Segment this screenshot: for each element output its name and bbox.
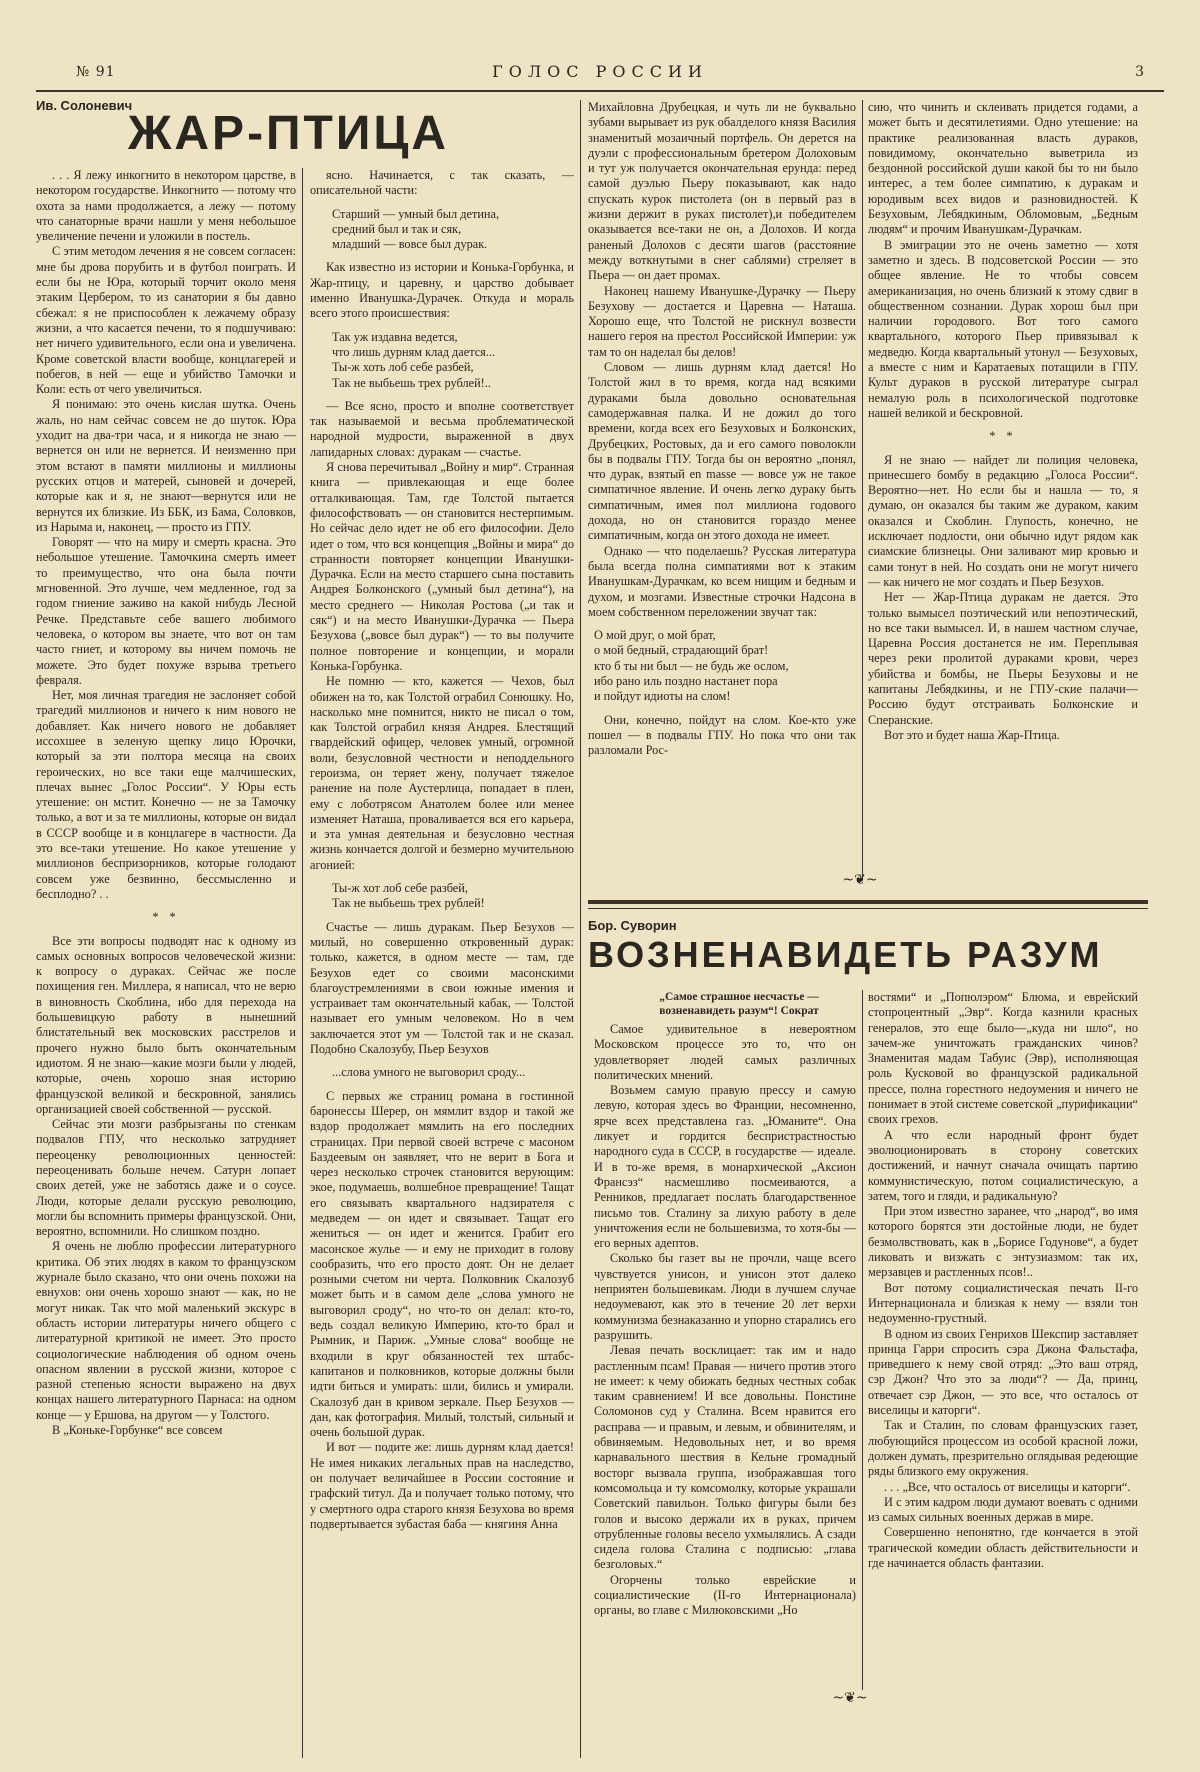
paragraph: Не помню — кто, кажется — Чехов, был обижен на то, как Толстой ограбил Сонюшку. Но, насколько мне помнится, никто не писал о том, как Толстой ограбил князя Андрея. Блестящий гвардейский офицер, человек умный, огромной воли, безусловной честности и неподдельного героизма, он теряет жену, получает тяжелое ранение на поле Аустерлица, попадает в плен, ему с лоботрясом Анатолем более или менее изменяет Наташа, проваливается вся его карьера, и эта умная деятельная и безусловно честная жизнь кончается долгой и безмерно мучительною агонией: <box>310 674 574 872</box>
page-number: 3 <box>1135 64 1144 80</box>
paragraph: . . . „Все, что осталось от виселицы и каторги“. <box>884 1479 1131 1494</box>
paragraph: Нет — Жар-Птица дуракам не дается. Это только вымысел поэтический или непоэтический, но все таки вымысел. И, в нашем частном случае, Царевна Россия достанется не им. Переплывая через реки пролитой дураками крови, через убийства и бомбы, не Пьеры Безуховы и не капитаны Лебядкины, и не ГПУ-ские палачи— Россию будут отстраивать Болконские и Сперанские. <box>868 590 1138 727</box>
paragraph: Говорят — что на миру и смерть красна. Это небольшое утешение. Тамочкина смерть имеет то преимущество, что она была почти мгновенной. Это лучше, чем медленное, год за годом гниение заживо на какой нибудь Лесной Речке. Представьте себе вашего любимого человека, о котором вы знаете, что вот он там часто гниет, и которому вы ничем помочь не можете. Это будет похуже взрыва третьего февраля. <box>36 535 296 687</box>
quote: ...слова умного не выговорил сроду... <box>332 1065 526 1080</box>
paragraph: Наконец нашему Иванушке-Дурачку — Пьеру Безухову — достается и Царевна — Наташа. Хорошо еще, что Толстой не рискнул возвести нашего героя на престол Российской Империи: уж там то он наделал бы делов! <box>588 283 856 359</box>
article2-author: Бор. Суворин <box>588 918 677 933</box>
article-separator <box>588 908 1148 909</box>
paragraph: В эмиграции это не очень заметно — хотя заметно и здесь. В подсоветской России — это общее явление. Не то чтобы совсем американизация, но очень близкий к этому сдвиг в общественном сознании. Дурак хорош был при наличии городового. Вот того самого квартального, которого Пьер привязывал к медведю. Когда квартальный утонул — Безуховых, а вместе с ним и Каратаевых потащили в ГПУ. Культ дураков в русской литературе сыграл немалую роль в психологической подготовке нашей великой и бескровной. <box>868 237 1138 420</box>
paragraph: Словом — лишь дурням клад дается! Но Толстой жил в то время, когда над всякими дураками была довольно основательная самодержавная палка. И не дожил до того времени, когда всех его Безуховых и Болконских, Друбецких, Ростовых, да и его самого поволокли бы в подвалы ГПУ. Тогда бы он вероятно „понял, что дурак, взятый en masse — вовсе уж не такое симпатичное явление. И очень легко дураку быть симпатичным, имея пол миллиона годового дохода, но он становится гораздо менее симпатичным, когда он этого дохода не имеет. <box>588 360 856 543</box>
paragraph: И с этим кадром люди думают воевать с одними из самых сильных военных держав в мире. <box>868 1494 1138 1525</box>
paragraph: — Все ясно, просто и вполне соответствует так называемой и весьма проблематической народной мудрости, выраженной в двух лапидарных словах: дуракам — счастье. <box>310 398 574 459</box>
article1-headline: ЖАР-ПТИЦА <box>128 107 450 160</box>
paragraph: С этим методом лечения я не совсем согласен: мне бы дрова порубить и в футбол поиграть. И если бы не Юра, который торчит около меня этаким Цербером, то из санатории я бы давно сбежал: я не приспособлен к лежачему образу жизни, а что касается печени, то я подшучиваю: нет ничего удивительного, если она и увеличена. Кроме советской власти вообще, концлагерей и побегов, в ней — еще и убийство Тамочки и Коли: есть от чего увеличиться. <box>36 244 296 397</box>
newspaper-title: ГОЛОС РОССИИ <box>492 62 708 81</box>
paragraph: Счастье — лишь дуракам. Пьер Безухов — милый, но совершенно откровенный дурак: только, кажется, в одном месте — там, где Безухов едет со своими масонскими благоустремлениями в свои южные имения и устраивает там окончательный кабак, — Толстой называет его умным человеком. Но в чем заключается этот ум — Толстой так и не сказал. Подобно Скалозубу, Пьер Безухов <box>310 919 574 1057</box>
paragraph: Однако — что поделаешь? Русская литература была всегда полна симпатиями вот к этаким Иванушкам-Дурачкам, ко всем нищим и бедным и духом, и мозгами. Известные строчки Надсона в моем собственном переложении звучат так: <box>588 543 856 619</box>
issue-number: № 91 <box>76 64 116 80</box>
article1-column-1 <box>36 168 296 1758</box>
paragraph: Я очень не люблю профессии литературного критика. Об этих людях в каком то французском журнале было сказано, что они очень похожи на евнухов: они очень хорошо знают — как, но не могут никак. Так что мой маленький экскурс в область истории литературы ничего общего с литературной критикой не имеет. Это просто социологические наблюдения об одном очень опасном явлении в русской жизни, которое с разной степенью ясности выражено на двух концах нашего литературного Парнаса: на одном конце — у Ершова, на другом — у Толстого. <box>36 1239 296 1422</box>
article2-epigraph: „Самое страшное несчастье — возненавидеть разум“! Сократ <box>659 991 819 1017</box>
paragraph: Как известно из истории и Конька-Горбунка, и Жар-птицу, и царевну, и царство добывает именно Иванушка-Дурачек. Откуда и мораль всего этого происшествия: <box>310 260 574 321</box>
paragraph: Все эти вопросы подводят нас к одному из самых основных вопросов человеческой жизни: к вопросу о дураках. Сейчас же после похищения ген. Миллера, я написал, что не верю в виновность Скоблина, ибо для перехода на большевицкую работу в нынешний блистательный век московских расстрелов и прочего нужно было быть окончательным идиотом. Я не знаю—какие мозги были у людей, которые, очень хорошо зная историю французской великой и бескровной, занялись организацией своей собственной — русской. <box>36 933 296 1116</box>
paragraph: В „Коньке-Горбунке“ все совсем <box>52 1423 223 1438</box>
paragraph: С первых же страниц романа в гостинной баронессы Шерер, он мямлит вздор и такой же вздор продолжает мямлить на его последних страницах. При первой своей встрече с масоном Баздеевым он заявляет, что не верит в Бога и через несколько строчек становится верующим: экое, подумаешь, волшебное превращение! Тащат его связывать квартального надзирателя с медведем — он идет и связывает. Тащат его жениться — он идет и женится. Грабит его масонское жулье — и ему не приходит в голову сообразить, что его просто доят. Он не делает розными счетом ни черта. Полковник Скалозуб может быть и в самом деле „слова умного не выговорил сроду“, но что-то он делал: кто-то, ведь создал великую Империю, кто-то брал и Рымник, и Париж. „Умные слова“ вообще не входили в круг обязанностей тех штабс-капитанов и полковников, которые должны были идти биться и умирать: шли, бились и умирали. Скалозуб дан в кривом зеркале. Пьер Безухов — дан, как фотография. Милый, толстый, сильный и очень большой дурак. <box>310 1088 574 1440</box>
paragraph: Я понимаю: это очень кислая шутка. Очень жаль, но нам сейчас совсем не до шуток. Юра уходит на два-три часа, и я никогда не знаю — вернется он или не вернется. И неизменно при этом встают в памяти миллионы и миллионы русских отцов и матерей, сыновей и дочерей, которые как и я, не знают—вернутся или не вернутся их близкие. Из ББК, из Бама, Соловков, из Нарыма и, наконец, — просто из ГПУ. <box>36 397 296 534</box>
paragraph: Самое удивительное в невероятном Московском процессе это то, что он удовлетворяет людей самых различных политических мнений. <box>594 1022 856 1082</box>
verse: Так уж издавна ведется, что лишь дурням клад дается... Ты-ж хоть лоб себе разбей, Так не выбьешь трех рублей!.. <box>332 329 496 390</box>
paragraph: Они, конечно, пойдут на слом. Кое-кто уже пошел — в подвалы ГПУ. Но пока что они так разломали Рос- <box>588 712 856 758</box>
ornament: ~❦~ <box>842 872 878 888</box>
article1-column-4 <box>868 100 1138 870</box>
section-divider: * * <box>152 910 180 925</box>
verse: О мой друг, о мой брат, о мой бедный, страдающий брат! кто б ты ни был — не будь же ослом, ибо рано иль поздно настанет пора и пойдут идиоты на слом! <box>594 628 789 704</box>
paragraph: Нет, моя личная трагедия не заслоняет собой трагедий миллионов и ничего к ним нового не добавляет. Как ничего нового не добавляет иссохшее в зеленую щепку лицо Юрочки, который за эти полтора месяца на своих героических, но все таки еще малчишеских, плечах вынес „Голос России“. У Юры есть утешение: он мстит. Конечно — не за Тамочку только, а вот и за те миллионы, которые он видал в СССР вообще и в концлагере в частности. Да это все-таки утешение. Но какое утешение у миллионов беспризорников, которые голодают совсем уже безвинно, бессмысленно и бесплодно? . . <box>36 688 296 901</box>
paragraph: И вот — подите же: лишь дурням клад дается! Не имея никаких легальных прав на наследство, он получает величайшее в России состояние и графский титул. Да и получает только потому, что у смертного одра старого князя Безухова во время подвертывается зубастая баба — княгиня Анна <box>310 1440 574 1531</box>
paragraph: А что если народный фронт будет эволюционировать в сторону советских достижений, и начнут сначала очищать партию коммунистическую, потом социалистическую, а затем, того и гляди, и радикальную? <box>868 1127 1138 1203</box>
paragraph: В одном из своих Генрихов Шекспир заставляет принца Гарри спросить сэра Джона Фальстафа, приведшего к нему свой отряд: „Это ваш отряд, сэр Джон? Что это за люди“? — Да, принц, отвечает сэр Джон, — это все, что осталось от виселицы и каторги“. <box>868 1326 1138 1418</box>
verse: Старший — умный был детина, средний был и так и сяк, младший — вовсе был дурак. <box>332 206 500 252</box>
paragraph: Сейчас эти мозги разбрызганы по стенкам подвалов ГПУ, что несколько затрудняет переоценку революционных ценностей: переоценивать больше нечем. Сатурн лопает своих детей, уже не заботясь даже и о соусе. Люди, которые делали русскую революцию, могли бы вспомнить примеры французской. Они, вероятно, вспомнили. Но слишком поздно. <box>36 1117 296 1239</box>
paragraph: ясно. Начинается, с так сказать, — описательной части: <box>310 168 574 198</box>
paragraph: Я снова перечитывал „Войну и мир“. Странная книга — привлекающая и еще более отталкивающая. Там, где Толстой пытается философствовать — он становится нестерпимым. Но сейчас дело идет не об его философии. Дело идет о том, что вся концепция „Войны и мира“ до странности повторяет концепции Иванушки-Дурачка. Если на место старшего сына поставить Андрея Болконского („умный был детина“), на место среднего — Николая Ростова („и так и сяк“) и на место Иванушки-Дурачка — Пьера Безухова („вовсе был дурак“) — то вы получите полное повторение и концепции, и морали Конька-Горбунка. <box>310 460 574 673</box>
article1-column-3 <box>588 100 856 870</box>
paragraph: востями“ и „Попюлэром“ Блюма, и еврейский стопроцентный „Эвр“. Когда казнили красных генералов, это еще было—„куда ни шло“, но зачем-же уничтожать гражданских чинов? Знаменитая мадам Табуис (Эвр), исполняющая роль Кусковой во французской радикальной прессе, полна горестного недоумения и ничего не понимает в этой системе советской „пурификации“ своих грехов. <box>868 990 1138 1127</box>
paragraph: сию, что чинить и склеивать придется годами, а может быть и десятилетиями. Одно утешение: на практике реализованная власть дураков, повидимому, окончательно выветрила из бездонной российской души какой бы то ни было интерес, а тем более симпатию, к дуракам и юродивым всех видов и разновидностей. К Безуховым, Лебядкиным, Обломовым, „Бедным людям“ и прочим Иванушкам-Дурачкам. <box>868 100 1138 237</box>
article1-column-2 <box>310 168 574 1758</box>
paragraph: Михайловна Друбецкая, и чуть ли не буквально зубами вырывает из рук обалделого князя Василия знаменитый мозаичный портфель. Он дерется на дуэли с профессиональным бретером Долоховым и тут уж получается окончательная ерунда: перед самой дуэлью Пьеру показывают, как надо спускать курок пистолета (он в первый раз в жизни держит в руках пистолет),и победителем оказывается все-таки не он, а Долохов. И когда раненый Долохов с десяти шагов (расстояние между воткнутыми в снег саблями) стреляет в Пьера — он дает промах. <box>588 100 856 283</box>
paragraph: Совершенно непонятно, где кончается в этой трагической комедии область действительности и где начинается область фантазии. <box>868 1525 1138 1570</box>
column-rule <box>862 100 863 880</box>
paragraph: Вот потому социалистическая печать II-го Интернационала и близкая к нему — взяли тон недоуменно-грустный. <box>868 1280 1138 1326</box>
paragraph: Огорчены только еврейские и социалистические (II-го Интернационала) органы, во главе с Милюковскими „Но <box>594 1572 856 1618</box>
paragraph: Так и Сталин, по словам французских газет, любующийся процессом из особой красной ложи, должен думать, презрительно оглядывая редеющие ряды близкого ему окружения. <box>868 1418 1138 1479</box>
section-divider: * * <box>989 429 1017 444</box>
verse: Ты-ж хот лоб себе разбей, Так не выбьешь трех рублей! <box>332 881 485 911</box>
article-separator <box>588 900 1148 904</box>
masthead <box>36 60 1164 92</box>
column-rule <box>862 990 863 1690</box>
article2-headline: ВОЗНЕНАВИДЕТЬ РАЗУМ <box>588 934 1103 975</box>
paragraph: Сколько бы газет вы не прочли, чаще всего чувствуется унисон, и унисон этот далеко неприятен большевикам. Люди в лучшем случае недоумевают, как это в течение 20 лет верхи коммунизма безнаказанно и упорно старались его разрушить. <box>594 1251 856 1342</box>
paragraph: Возьмем самую правую прессу и самую левую, которая здесь во Франции, несомненно, ярче всех представлена газ. „Юманите“. Она ликует и гордится беспристрастностью народного суда в СССР, в государстве — идеале. И в то-же время, в монархической „Аксион Франсэз“ насмешливо посмеиваются, а Ренников, предлагает послать благодарственное письмо тов. Сталину за лихую работу в деле уничтожения если не большевизма, то хотя-бы — его верных адептов. <box>594 1083 856 1251</box>
article1-author: Ив. Солоневич <box>36 98 133 113</box>
article2-column-1 <box>594 1022 856 1712</box>
article2-column-2 <box>868 990 1138 1690</box>
paragraph: . . . Я лежу инкогнито в некотором царстве, в некотором государстве. Инкогнито — потому что охота за нами продолжается, а лежу — потому что санаторные врачи нашли у меня небольшое увеличение печени и уложили в постель. <box>36 168 296 244</box>
column-rule <box>302 168 303 1758</box>
paragraph: Левая печать восклицает: так им и надо растленным псам! Правая — ничего против этого не имеет: к чему обижать бедных честных собак таким сравнением! И все довольны. Понстине Соломонов суд у Сталина. Всем нравится его расправа — и правым, и левым, и обвинителям, и обвиняемым. Недовольных нет, и во время карнавального шествия в Кельне громадный восторг вызвала группа, изображавшая того комсомольца и ту комсомолку, которые украшали Советский павильон. Только фигуры были без голов и высоко держали их в руках, причем отрубленные головы весело ухмылялись. А сзади сидела голова Сталина с подписью: „глава безголовых.“ <box>594 1343 856 1572</box>
paragraph: Вот это и будет наша Жар-Птица. <box>884 727 1060 742</box>
paragraph: При этом известно заранее, что „народ“, во имя которого борятся эти достойные люди, не будет безмолвствовать, как в „Борисе Годунове“, а будет ликовать и визжать с энтузиазмом: так их, мерзавцев и растленных псов!.. <box>868 1204 1138 1280</box>
ornament: ~❦~ <box>832 1690 868 1706</box>
paragraph: Я не знаю — найдет ли полиция человека, принесшего бомбу в редакцию „Голоса России“. Вероятно—нет. Но если бы и нашла — то, я думаю, он оказался бы таким же дураком, каким оказался и Скоблин. Глупость, конечно, не исключает подлости, они обычно идут рядом как сиамские близнецы. Они заливают мир кровью и сами тонут в ней. Но создать они не могут ничего — как ничего не мог создать и Пьер Безухов. <box>868 452 1138 589</box>
column-rule <box>580 100 581 1758</box>
